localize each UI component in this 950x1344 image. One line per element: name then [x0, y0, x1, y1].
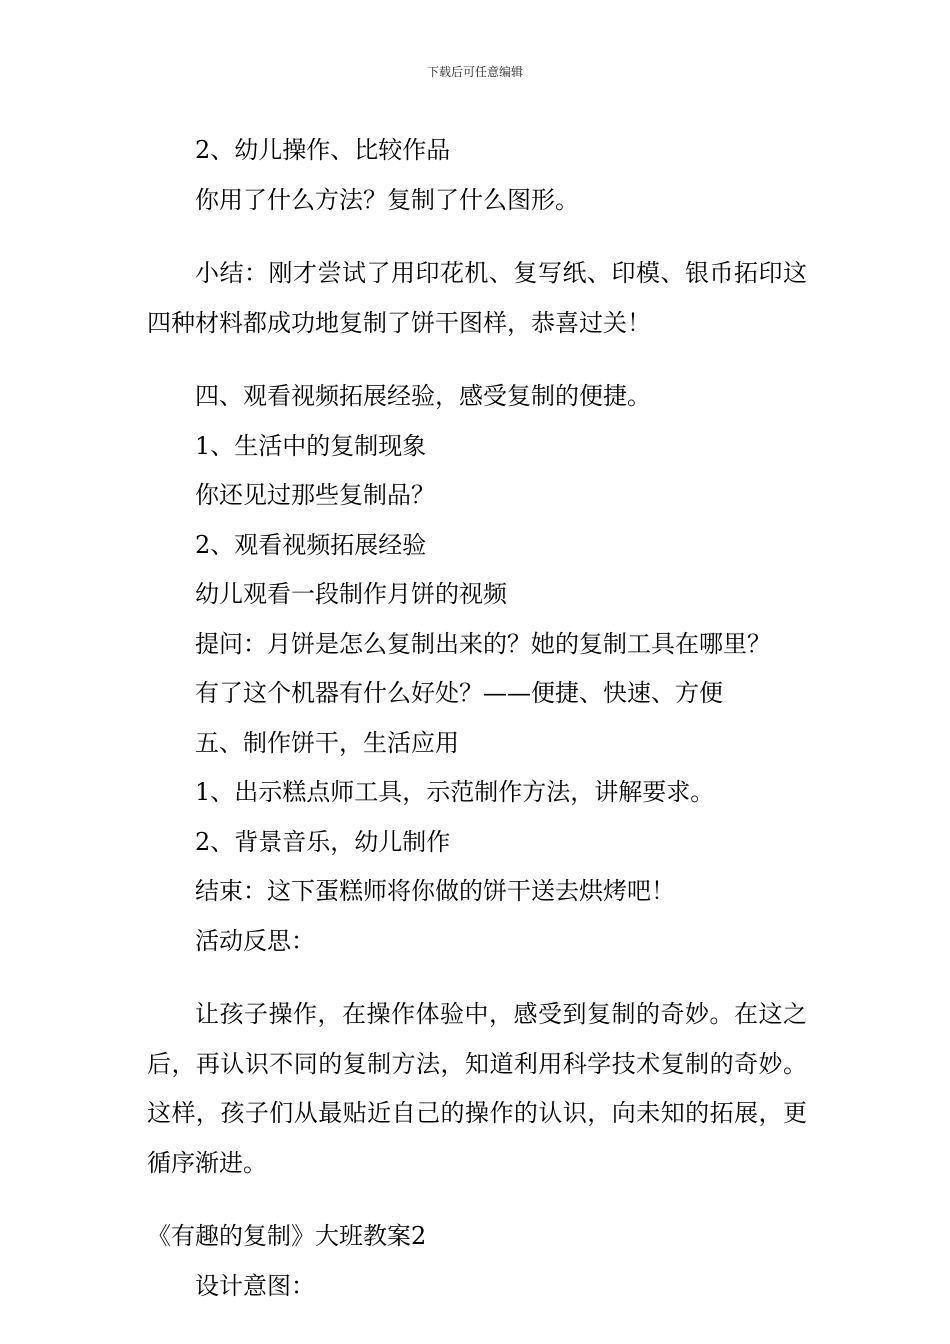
- paragraph: 幼儿观看一段制作月饼的视频: [195, 580, 507, 608]
- section-title: 《有趣的复制》大班教案2: [147, 1222, 427, 1250]
- paragraph: 提问：月饼是怎么复制出来的？她的复制工具在哪里？: [195, 629, 771, 658]
- paragraph: 你用了什么方法？复制了什么图形。: [195, 185, 579, 214]
- document-body: [147, 126, 807, 1311]
- paragraph: 有了这个机器有什么好处？——便捷、快速、方便: [195, 679, 723, 707]
- paragraph: 四、观看视频拓展经验，感受复制的便捷。: [195, 382, 651, 410]
- paragraph: 让孩子操作，在操作体验中，感受到复制的奇妙。在这之后，再认识不同的复制方法，知道利用科学技术复制的奇妙。这样，孩子们从最贴近自己的操作的认识，向未知的拓展，更循序渐进。: [147, 1000, 807, 1177]
- paragraph: 设计意图：: [195, 1271, 315, 1300]
- paragraph: 活动反思：: [195, 926, 315, 955]
- page-header: 下载后可任意编辑: [426, 65, 523, 79]
- paragraph: 你还见过那些复制品？: [195, 481, 435, 509]
- paragraph: 1、生活中的复制现象: [195, 431, 427, 460]
- paragraph: 五、制作饼干，生活应用: [195, 728, 459, 757]
- paragraph: 2、观看视频拓展经验: [195, 530, 427, 559]
- paragraph: 2、幼儿操作、比较作品: [195, 136, 451, 164]
- paragraph: 小结：刚才尝试了用印花机、复写纸、印模、银币拓印这四种材料都成功地复制了饼干图样，恭喜过关！: [147, 259, 807, 337]
- paragraph: 结束：这下蛋糕师将你做的饼干送去烘烤吧！: [195, 877, 675, 905]
- paragraph: 1、出示糕点师工具，示范制作方法，讲解要求。: [195, 778, 715, 806]
- paragraph: 2、背景音乐，幼儿制作: [195, 827, 451, 856]
